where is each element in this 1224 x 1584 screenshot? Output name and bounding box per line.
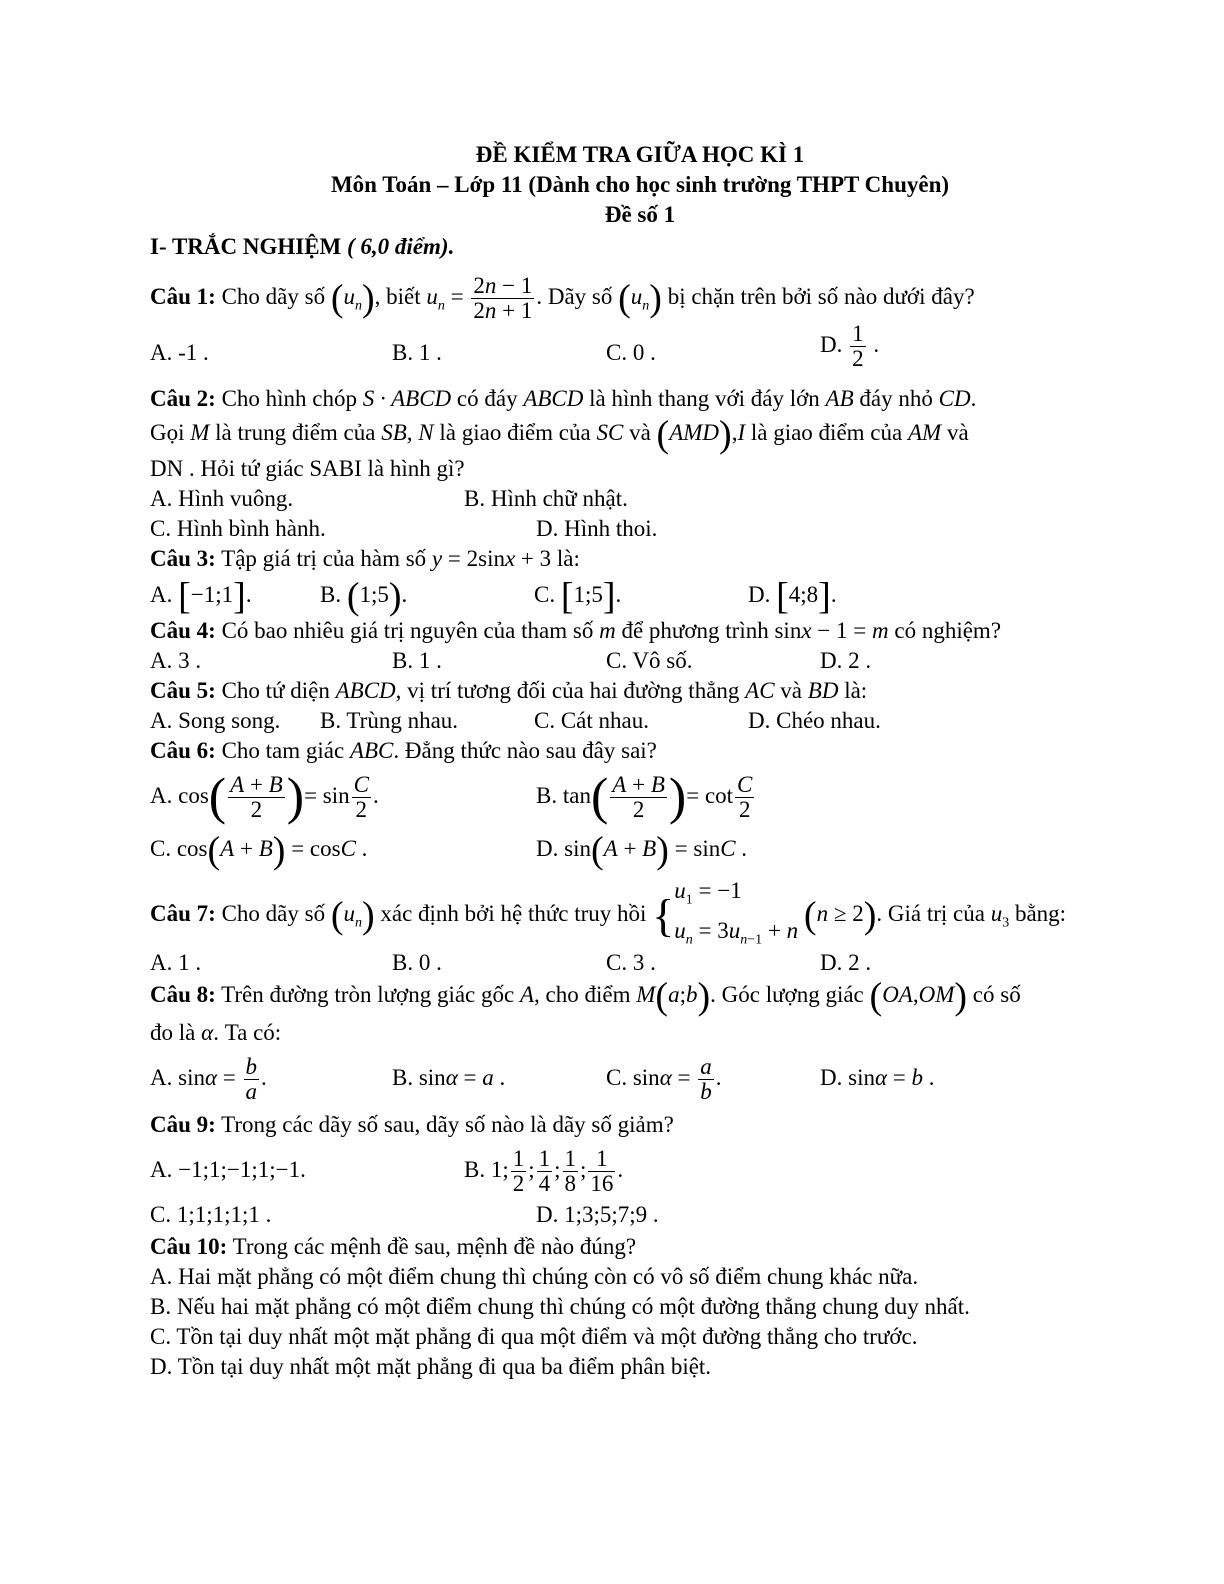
question-3: Câu 3: Tập giá trị của hàm số y = 2sinx + 3 là:: [150, 546, 580, 571]
q7-recurrence-system: $u_1 = -1$ $u_n = 3u_{n-1} + n$: [674, 878, 799, 948]
q5-option-b[interactable]: B. Trùng nhau.: [320, 708, 459, 733]
q5-label: Câu 5:: [150, 678, 216, 703]
q7-option-a[interactable]: A. 1 .: [150, 950, 202, 975]
q7-label: Câu 7:: [150, 900, 216, 926]
q5-text: Cho tứ diện: [221, 678, 330, 703]
q9-option-a[interactable]: A. −1;1;−1;1;−1.: [150, 1157, 306, 1182]
q3-text: Tập giá trị của hàm số: [221, 546, 427, 571]
q5-text3: và: [780, 678, 803, 703]
q7-text: Cho dãy số: [221, 900, 326, 926]
q3-label: Câu 3:: [150, 546, 216, 571]
q8-label: Câu 8:: [150, 982, 216, 1007]
question-4: Câu 4: Có bao nhiêu giá trị nguyên của tham số m để phương trình sinx − 1 = m có nghiệm?: [150, 618, 1002, 643]
q3-a-label: A.: [150, 582, 173, 607]
q2-text: Cho hình chóp: [221, 386, 358, 411]
q4-label: Câu 4:: [150, 618, 216, 643]
question-9: [150, 1110, 674, 1140]
section-label: I- TRẮC NGHIỆM: [150, 234, 342, 259]
q3-b-label: B.: [320, 582, 342, 607]
q8-option-a[interactable]: A. sinα = $\frac{b}{a}$ .: [150, 1054, 267, 1105]
q6-d-label: D.: [536, 836, 559, 861]
q8-option-c[interactable]: C. sinα = $\frac{a}{b}$ .: [606, 1054, 722, 1105]
q2-l2-e: là giao điểm của: [750, 420, 903, 445]
q10-option-b[interactable]: B. Nếu hai mặt phẳng có một điểm chung thì chúng có một đường thẳng chung duy nhất.: [150, 1294, 970, 1319]
q1-text2: , biết: [374, 283, 421, 309]
q6-option-c[interactable]: C. cos(A + B) = cosC .: [150, 829, 368, 872]
q1-text3: . Dãy số: [536, 283, 613, 309]
q2-option-b[interactable]: B. Hình chữ nhật.: [464, 486, 628, 511]
q1-option-d-label: D.: [820, 331, 843, 357]
q8-option-d[interactable]: D. sinα = b .: [820, 1065, 935, 1090]
question-2-line3: DN . Hỏi tứ giác SABI là hình gì?: [150, 456, 465, 481]
q2-option-d[interactable]: D. Hình thoi.: [536, 516, 658, 541]
q3-text2: là:: [556, 546, 580, 571]
exam-number: Đề số 1: [604, 202, 676, 227]
q7-option-b[interactable]: B. 0 .: [392, 950, 442, 975]
question-8: Câu 8: Trên đường tròn lượng giác gốc A, cho điểm M(a;b). Góc lượng giác (OA,OM) có số: [150, 975, 1021, 1018]
q8-c-label: C.: [606, 1065, 628, 1090]
q5-text4: là:: [844, 678, 868, 703]
q4-option-b[interactable]: B. 1 .: [392, 648, 442, 673]
q8-d-label: D.: [820, 1065, 843, 1090]
q6-text: Cho tam giác: [221, 738, 345, 763]
q2-label: Câu 2:: [150, 386, 216, 411]
q4-text3: có nghiệm?: [894, 618, 1002, 643]
q8-option-b[interactable]: B. sinα = a .: [392, 1065, 506, 1090]
q8-l2-b: . Ta có:: [213, 1020, 282, 1045]
q6-text2: . Đẳng thức nào sau đây sai?: [393, 738, 657, 763]
question-10: [150, 1232, 636, 1262]
q10-text: Trong các mệnh đề sau, mệnh đề nào đúng?: [232, 1234, 637, 1259]
q4-text2: để phương trình: [621, 618, 769, 643]
q10-option-c[interactable]: C. Tồn tại duy nhất một mặt phẳng đi qua một điểm và một đường thẳng cho trước.: [150, 1324, 918, 1349]
q8-text4: có số: [972, 982, 1021, 1007]
q9-option-c[interactable]: C. 1;1;1;1;1 .: [150, 1202, 272, 1227]
q2-text-c: là hình thang với đáy lớn: [589, 386, 820, 411]
q6-b-label: B.: [536, 783, 558, 808]
q5-option-d[interactable]: D. Chéo nhau.: [748, 708, 881, 733]
q1-math-un: $(u_n)$: [330, 277, 375, 320]
question-2: Câu 2: Cho hình chóp S · ABCD có đáy ABCD là hình thang với đáy lớn AB đáy nhỏ CD.: [150, 386, 977, 411]
q2-l2-f: và: [946, 420, 969, 445]
exam-title: ĐỀ KIỂM TRA GIỮA HỌC KÌ 1: [475, 142, 805, 167]
q3-option-d[interactable]: D. [4;8].: [748, 575, 837, 618]
q3-option-b[interactable]: B. (1;5).: [320, 575, 408, 618]
section-heading: [150, 232, 454, 262]
question-8-line2: đo là α. Ta có:: [150, 1020, 282, 1045]
q4-text: Có bao nhiêu giá trị nguyên của tham số: [221, 618, 594, 643]
q2-option-c[interactable]: C. Hình bình hành.: [150, 516, 326, 541]
question-6: Câu 6: Cho tam giác ABC. Đẳng thức nào sau đây sai?: [150, 738, 657, 763]
q8-text3: . Góc lượng giác: [710, 982, 864, 1007]
q9-a-label: A.: [150, 1157, 173, 1182]
q1-label: Câu 1:: [150, 283, 216, 309]
q3-option-a[interactable]: A. [−1;1].: [150, 575, 252, 618]
q1-text4: bị chặn trên bởi số nào dưới đây?: [667, 283, 975, 309]
q7-text4: bằng:: [1014, 900, 1067, 926]
q5-text2: , vị trí tương đối của hai đường thẳng: [395, 678, 740, 703]
exam-subtitle: Môn Toán – Lớp 11 (Dành cho học sinh trường THPT Chuyên): [330, 172, 950, 197]
q9-label: Câu 9:: [150, 1112, 216, 1137]
q10-option-a[interactable]: A. Hai mặt phẳng có một điểm chung thì chúng còn có vô số điểm chung khác nữa.: [150, 1264, 919, 1289]
q6-a-label: A.: [150, 783, 173, 808]
q9-d-label: D.: [536, 1202, 559, 1227]
q2-l2-a: Gọi: [150, 420, 185, 445]
q6-option-a[interactable]: A. cos( $\frac{A + B}{2}$ )= sin $\frac{C}{2}$ .: [150, 768, 379, 826]
q1-option-d[interactable]: D. $\frac{1}{2}$ .: [820, 321, 880, 371]
q6-label: Câu 6:: [150, 738, 216, 763]
q8-l2-a: đo là: [150, 1020, 196, 1045]
q6-option-d[interactable]: D. sin(A + B) = sinC .: [536, 829, 748, 872]
q2-text-b: có đáy: [456, 386, 518, 411]
q6-c-label: C.: [150, 836, 172, 861]
question-1: [150, 274, 975, 323]
q4-option-d[interactable]: D. 2 .: [820, 648, 872, 673]
question-2-line2: Gọi M là trung điểm của SB, N là giao điểm của SC và (AMD),I là giao điểm của AM và: [150, 413, 969, 456]
q7-option-d[interactable]: D. 2 .: [820, 950, 872, 975]
q4-option-a[interactable]: A. 3 .: [150, 648, 202, 673]
question-7: Câu 7: Cho dãy số $(u_n)$ xác định bởi hệ thức truy hồi { $u_1 = -1$ $u_n = 3u_{n-1} + n$ (n ≥ 2). Giá trị của $u_3$ bằng:: [150, 876, 1066, 955]
q1-option-b[interactable]: B. 1 .: [392, 340, 442, 365]
q7-text3: . Giá trị của: [876, 900, 985, 926]
q9-c-label: C.: [150, 1202, 172, 1227]
q7-option-c[interactable]: C. 3 .: [606, 950, 656, 975]
q3-c-label: C.: [534, 582, 556, 607]
q8-text: Trên đường tròn lượng giác gốc: [221, 982, 515, 1007]
q1-math-un2: $(u_n)$: [618, 277, 662, 320]
q2-l2-b: là trung điểm của: [215, 420, 376, 445]
q1-text: Cho dãy số: [221, 283, 326, 309]
q1-option-a[interactable]: A. -1 .: [150, 340, 209, 365]
q2-l2-c: là giao điểm của: [439, 420, 591, 445]
q8-b-label: B.: [392, 1065, 414, 1090]
q5-option-c[interactable]: C. Cát nhau.: [534, 708, 649, 733]
q1-math-formula: $u_n$ = $\frac{2n - 1}{2n + 1}$: [426, 273, 533, 323]
q2-option-a[interactable]: A. Hình vuông.: [150, 486, 294, 511]
q8-text2: , cho điểm: [534, 982, 631, 1007]
q2-l2-d: và: [629, 420, 651, 445]
q6-option-b[interactable]: B. tan( $\frac{A + B}{2}$ )= cot $\frac{C}{2}$: [536, 768, 753, 826]
q2-text-d: đáy nhỏ: [859, 386, 933, 411]
q9-option-d[interactable]: D. 1;3;5;7;9 .: [536, 1202, 659, 1227]
q9-b-label: B.: [464, 1157, 486, 1182]
question-5: Câu 5: Cho tứ diện ABCD, vị trí tương đối của hai đường thẳng AC và BD là:: [150, 678, 868, 703]
q8-a-label: A.: [150, 1065, 173, 1090]
q3-option-c[interactable]: C. [1;5].: [534, 575, 622, 618]
q10-option-d[interactable]: D. Tồn tại duy nhất một mặt phẳng đi qua ba điểm phân biệt.: [150, 1354, 712, 1379]
q10-label: Câu 10:: [150, 1234, 228, 1259]
q3-d-label: D.: [748, 582, 771, 607]
q1-option-c[interactable]: C. 0 .: [606, 340, 656, 365]
q7-text2: xác định bởi hệ thức truy hồi: [380, 900, 647, 926]
q5-option-a[interactable]: A. Song song.: [150, 708, 281, 733]
section-points: ( 6,0 điểm).: [347, 234, 455, 259]
q4-option-c[interactable]: C. Vô số.: [606, 648, 693, 673]
q9-option-b[interactable]: B. 1; $\frac{1}{2}$ ; $\frac{1}{4}$ ; $\frac{1}{8}$ ; $\frac{1}{16}$ .: [464, 1146, 624, 1197]
q9-text: Trong các dãy số sau, dãy số nào là dãy số giảm?: [221, 1112, 674, 1137]
